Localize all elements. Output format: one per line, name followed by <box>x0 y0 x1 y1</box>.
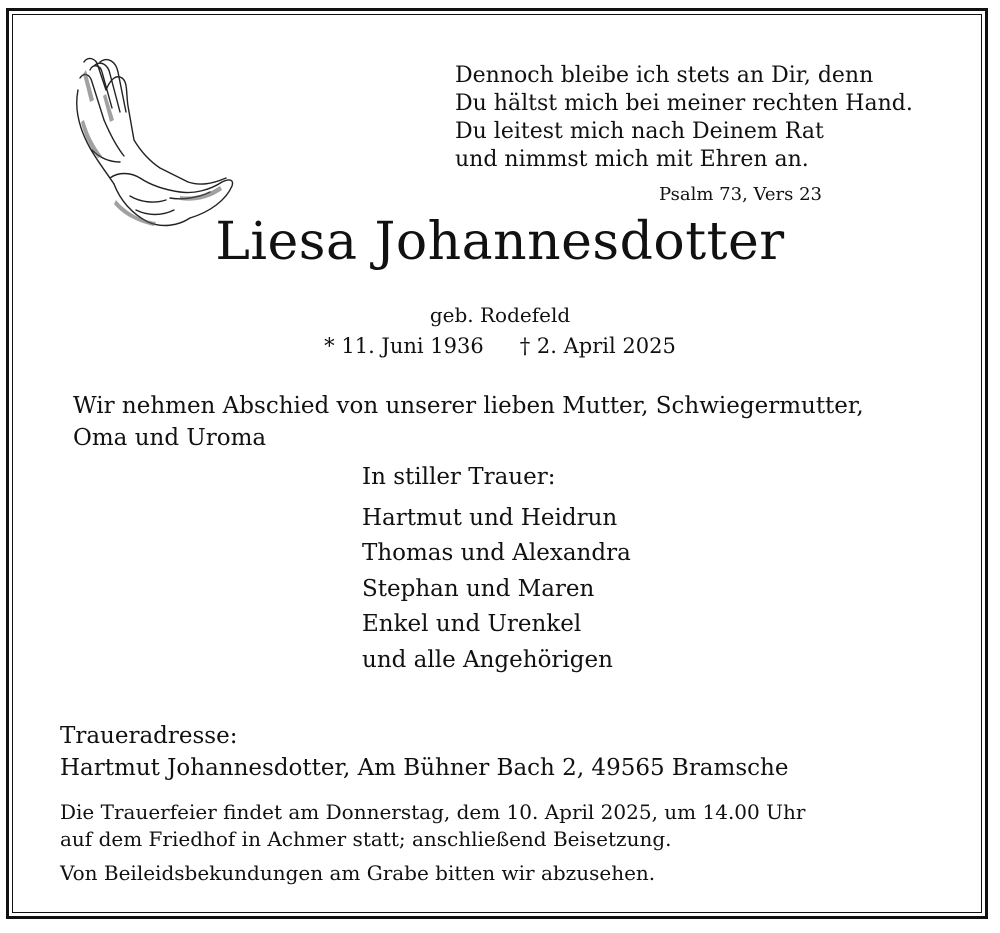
bible-verse <box>455 62 913 174</box>
address-label: Traueradresse: <box>60 723 238 749</box>
address-value: Hartmut Johannesdotter, Am Bühner Bach 2, 49565 Bramsche <box>60 755 789 781</box>
farewell-line: Wir nehmen Abschied von unserer lieben Mutter, Schwiegermutter, <box>73 393 864 419</box>
verse-line: und nimmst mich mit Ehren an. <box>455 147 809 172</box>
verse-line: Du hältst mich bei meiner rechten Hand. <box>455 91 913 116</box>
mourner-name: Hartmut und Heidrun <box>362 504 618 531</box>
maiden-name: geb. Rodefeld <box>429 303 571 327</box>
condolence-note: Von Beileidsbekundungen am Grabe bitten wir abzusehen. <box>60 861 656 885</box>
mourner-name: Stephan und Maren <box>362 575 595 602</box>
mourner-name: Enkel und Urenkel <box>362 611 582 637</box>
deceased-name: Liesa Johannesdotter <box>215 212 785 272</box>
farewell-text <box>73 390 864 454</box>
mourner-name: Thomas und Alexandra <box>362 540 631 566</box>
life-dates <box>0 334 1000 358</box>
funeral-service-info <box>60 799 805 853</box>
verse-line: Dennoch bleibe ich stets an Dir, denn <box>455 63 874 88</box>
mourner-name: und alle Angehörigen <box>362 646 613 673</box>
service-line: auf dem Friedhof in Achmer statt; anschließend Beisetzung. <box>60 827 672 851</box>
farewell-line: Oma und Uroma <box>73 425 267 451</box>
service-line: Die Trauerfeier findet am Donnerstag, dem 10. April 2025, um 14.00 Uhr <box>60 800 806 824</box>
mourning-address <box>60 720 788 784</box>
mourners-heading: In stiller Trauer: <box>362 464 556 490</box>
birth-date: * 11. Juni 1936 <box>324 334 484 358</box>
mourners-list <box>362 460 631 678</box>
death-date: † 2. April 2025 <box>519 334 676 358</box>
verse-line: Du leitest mich nach Deinem Rat <box>455 119 824 144</box>
verse-source: Psalm 73, Vers 23 <box>659 184 822 205</box>
